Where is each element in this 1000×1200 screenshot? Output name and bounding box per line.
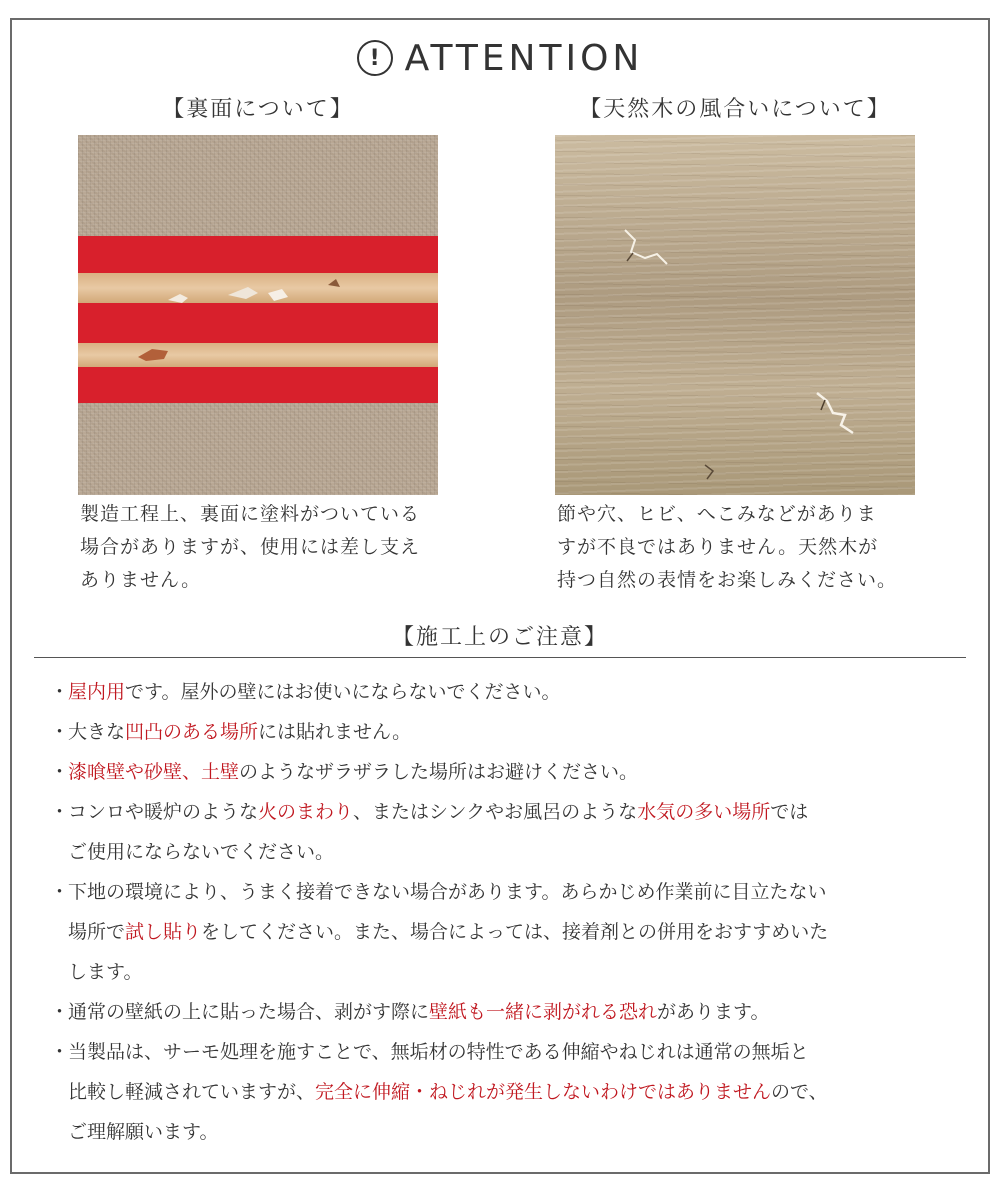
notice-segment: 大きな bbox=[68, 721, 126, 743]
exclamation-circle-icon: ! bbox=[357, 40, 393, 76]
notice-text bbox=[68, 672, 561, 712]
notice-segment: 当製品は、サーモ処理を施すことで、無垢材の特性である伸縮やねじれは通常の無垢と bbox=[68, 1041, 809, 1063]
bullet-marker: ・ bbox=[50, 801, 70, 823]
notice-text bbox=[68, 752, 638, 792]
notice-segment: があります。 bbox=[657, 1001, 770, 1023]
emphasis-text: 漆喰壁や砂壁、土壁 bbox=[68, 761, 240, 783]
paint-chip-marks bbox=[78, 135, 438, 495]
bullet-marker: ・ bbox=[50, 881, 70, 903]
notice-segment: 場所で bbox=[68, 921, 126, 943]
notice-text bbox=[68, 792, 808, 872]
back-desc-line: 製造工程上、裏面に塗料がついている bbox=[80, 503, 421, 525]
wood-section-heading: 【天然木の風合いについて】 bbox=[579, 97, 891, 122]
natural-wood-photo bbox=[555, 135, 915, 495]
notice-segment: には貼れません。 bbox=[258, 721, 412, 743]
bullet-marker: ・ bbox=[50, 721, 70, 743]
notice-segment: コンロや暖炉のような bbox=[68, 801, 259, 823]
emphasis-text: 試し貼り bbox=[125, 921, 202, 943]
wood-desc-line: 持つ自然の表情をお楽しみください。 bbox=[557, 569, 898, 591]
back-desc-line: 場合がありますが、使用には差し支え bbox=[80, 536, 421, 558]
notice-segment: 通常の壁紙の上に貼った場合、剥がす際に bbox=[68, 1001, 430, 1023]
back-section-heading: 【裏面について】 bbox=[162, 97, 354, 122]
back-side-photo bbox=[78, 135, 438, 495]
wood-crack-marks bbox=[555, 135, 915, 495]
notice-item bbox=[50, 752, 970, 792]
notice-item bbox=[50, 712, 970, 752]
wood-desc-line: すが不良ではありません。天然木が bbox=[557, 536, 879, 558]
notice-segment: ご理解願います。 bbox=[68, 1121, 219, 1143]
notice-segment: 、またはシンクやお風呂のような bbox=[353, 801, 638, 823]
notice-item bbox=[50, 1032, 970, 1152]
page-title: ATTENTION bbox=[404, 37, 644, 79]
notice-text bbox=[68, 872, 828, 992]
notice-segment: のようなザラザラした場所はお避けください。 bbox=[239, 761, 639, 783]
notice-item bbox=[50, 872, 970, 992]
back-section-description bbox=[80, 498, 420, 597]
notice-segment: ので、 bbox=[771, 1081, 828, 1103]
notice-segment: では bbox=[770, 801, 809, 823]
bullet-marker: ・ bbox=[50, 1041, 70, 1063]
emphasis-text: 屋内用 bbox=[68, 681, 126, 703]
emphasis-text: 完全に伸縮・ねじれが発生しないわけではありません bbox=[315, 1081, 772, 1103]
bullet-marker: ・ bbox=[50, 1001, 70, 1023]
notice-segment: 比較し軽減されていますが、 bbox=[68, 1081, 316, 1103]
notice-text bbox=[68, 712, 411, 752]
notice-item bbox=[50, 672, 970, 712]
emphasis-text: 凹凸のある場所 bbox=[125, 721, 259, 743]
notice-text bbox=[68, 1032, 828, 1152]
notice-segment: です。屋外の壁にはお使いにならないでください。 bbox=[125, 681, 561, 703]
wood-desc-line: 節や穴、ヒビ、へこみなどがありま bbox=[557, 503, 877, 525]
emphasis-text: 水気の多い場所 bbox=[637, 801, 771, 823]
notice-heading: 【施工上のご注意】 bbox=[391, 625, 608, 650]
attention-header bbox=[0, 28, 1000, 88]
notice-divider bbox=[34, 657, 966, 658]
notice-list bbox=[50, 672, 970, 1152]
back-desc-line: ありません。 bbox=[80, 569, 202, 591]
notice-item bbox=[50, 792, 970, 872]
notice-segment: ご使用にならないでください。 bbox=[68, 841, 335, 863]
emphasis-text: 壁紙も一緒に剥がれる恐れ bbox=[429, 1001, 658, 1023]
bullet-marker: ・ bbox=[50, 761, 70, 783]
notice-segment: します。 bbox=[68, 961, 143, 983]
notice-text bbox=[68, 992, 770, 1032]
notice-segment: をしてください。また、場合によっては、接着剤との併用をおすすめいた bbox=[201, 921, 829, 943]
notice-segment: 下地の環境により、うまく接着できない場合があります。あらかじめ作業前に目立たない bbox=[68, 881, 827, 903]
wood-section-description bbox=[557, 498, 897, 597]
notice-item bbox=[50, 992, 970, 1032]
bullet-marker: ・ bbox=[50, 681, 70, 703]
emphasis-text: 火のまわり bbox=[258, 801, 354, 823]
